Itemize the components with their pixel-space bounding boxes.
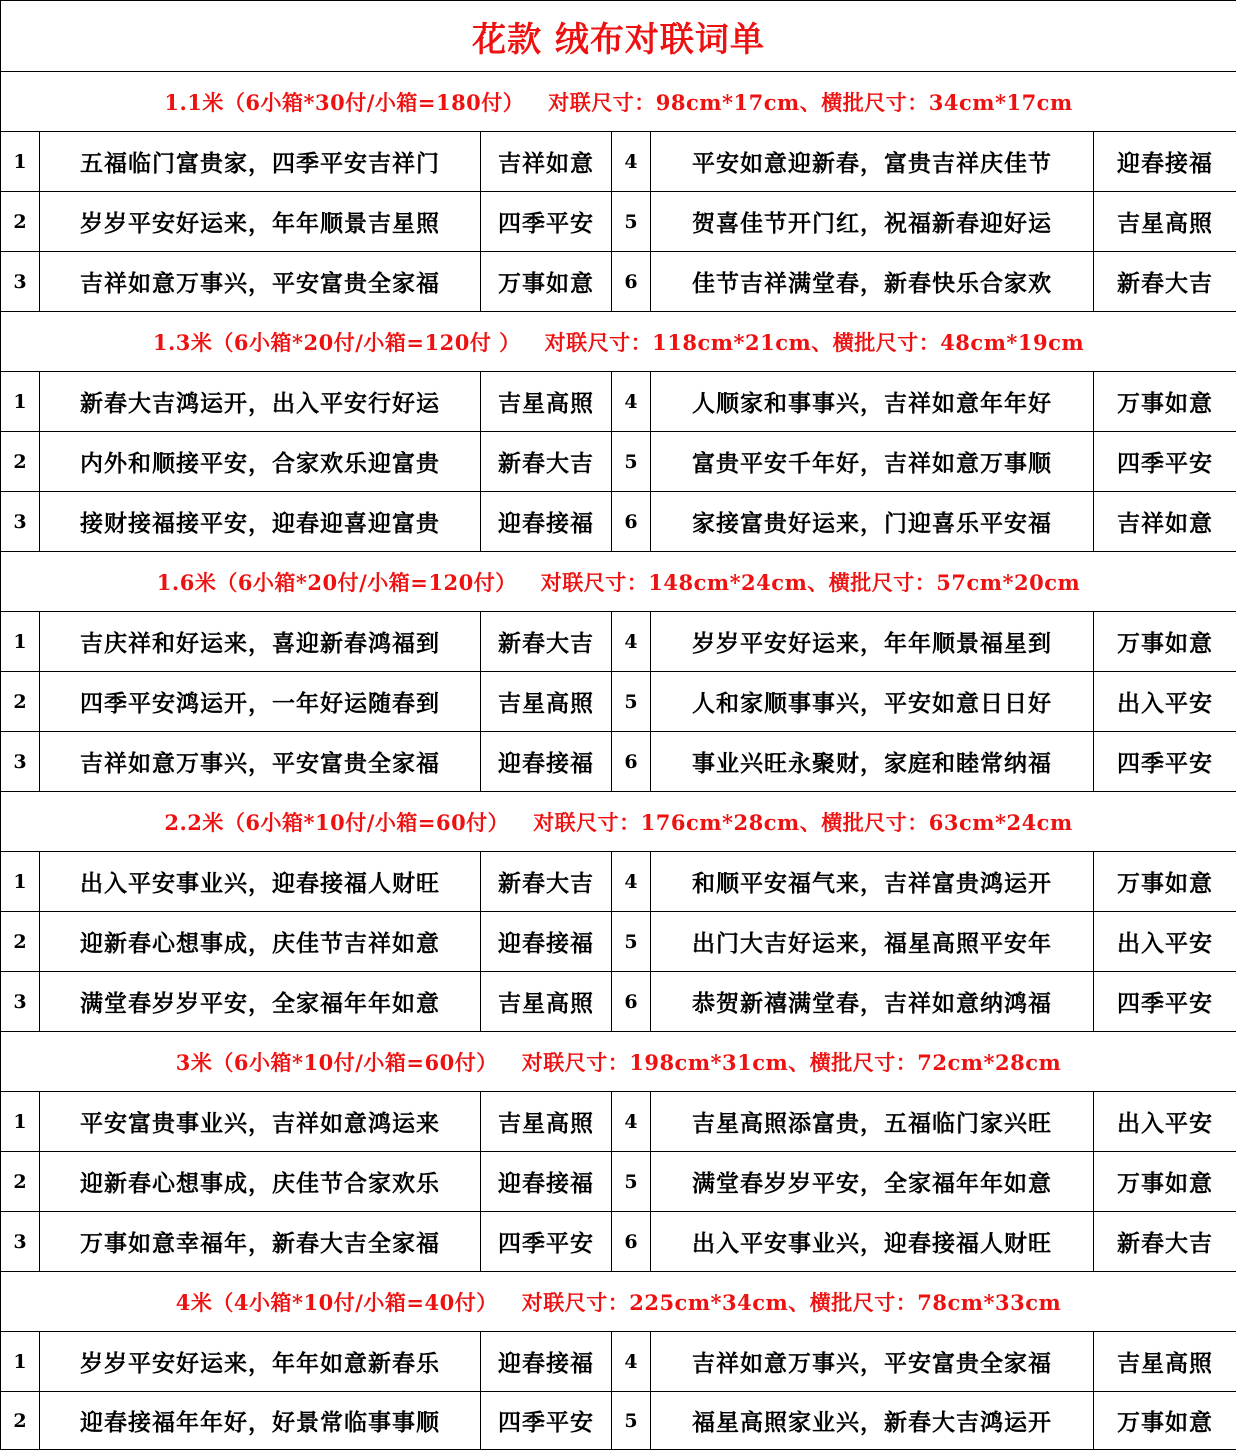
section-dimensions: 对联尺寸：98cm*17cm、横批尺寸：34cm*17cm (548, 89, 1073, 115)
horizontal-scroll-right: 吉星高照 (1094, 1332, 1236, 1392)
section-dimensions: 对联尺寸：198cm*31cm、横批尺寸：72cm*28cm (521, 1049, 1062, 1075)
row-number-left: 2 (1, 192, 40, 252)
row-number-right: 6 (612, 492, 651, 552)
row-number-left: 1 (1, 612, 40, 672)
section-size-spec: 1.3米（6小箱*20付/小箱=120付 ） (152, 329, 521, 355)
horizontal-scroll-right: 吉星高照 (1094, 192, 1236, 252)
section-header-row (1, 552, 1236, 612)
row-number-right: 5 (612, 1152, 651, 1212)
couplet-text-right: 平安如意迎新春，富贵吉祥庆佳节 (651, 132, 1094, 192)
couplet-text-left: 内外和顺接平安，合家欢乐迎富贵 (40, 432, 481, 492)
row-number-right: 4 (612, 852, 651, 912)
couplet-text-right: 佳节吉祥满堂春，新春快乐合家欢 (651, 252, 1094, 312)
section-dimensions: 对联尺寸：148cm*24cm、横批尺寸：57cm*20cm (540, 569, 1081, 595)
horizontal-scroll-right: 出入平安 (1094, 672, 1236, 732)
row-number-left: 3 (1, 1212, 40, 1272)
horizontal-scroll-left: 吉星高照 (481, 672, 612, 732)
horizontal-scroll-left: 迎春接福 (481, 1152, 612, 1212)
horizontal-scroll-left: 迎春接福 (481, 1332, 612, 1392)
row-number-left: 1 (1, 372, 40, 432)
horizontal-scroll-left: 吉星高照 (481, 372, 612, 432)
couplet-text-left: 接财接福接平安，迎春迎喜迎富贵 (40, 492, 481, 552)
couplet-text-left: 岁岁平安好运来，年年如意新春乐 (40, 1332, 481, 1392)
couplet-text-right: 福星高照家业兴，新春大吉鸿运开 (651, 1392, 1094, 1450)
horizontal-scroll-right: 四季平安 (1094, 732, 1236, 792)
couplet-row (1, 1332, 1236, 1392)
row-number-left: 1 (1, 132, 40, 192)
row-number-right: 6 (612, 972, 651, 1032)
couplet-text-right: 人顺家和事事兴，吉祥如意年年好 (651, 372, 1094, 432)
section-header-row (1, 1032, 1236, 1092)
horizontal-scroll-left: 吉祥如意 (481, 132, 612, 192)
couplet-text-left: 迎春接福年年好，好景常临事事顺 (40, 1392, 481, 1450)
horizontal-scroll-right: 万事如意 (1094, 1152, 1236, 1212)
couplet-text-right: 人和家顺事事兴，平安如意日日好 (651, 672, 1094, 732)
row-number-right: 5 (612, 1392, 651, 1450)
row-number-right: 4 (612, 612, 651, 672)
couplet-text-right: 吉祥如意万事兴，平安富贵全家福 (651, 1332, 1094, 1392)
section-dimensions: 对联尺寸：118cm*21cm、横批尺寸：48cm*19cm (544, 329, 1085, 355)
couplet-row (1, 372, 1236, 432)
horizontal-scroll-right: 四季平安 (1094, 432, 1236, 492)
row-number-right: 4 (612, 1332, 651, 1392)
couplet-row (1, 1092, 1236, 1152)
section-dimensions: 对联尺寸：225cm*34cm、横批尺寸：78cm*33cm (521, 1289, 1062, 1315)
couplet-row (1, 912, 1236, 972)
couplet-text-left: 岁岁平安好运来，年年顺景吉星照 (40, 192, 481, 252)
section-size-spec: 4米（4小箱*10付/小箱=40付） (175, 1289, 498, 1315)
row-number-left: 3 (1, 252, 40, 312)
horizontal-scroll-left: 新春大吉 (481, 612, 612, 672)
row-number-left: 2 (1, 672, 40, 732)
title-row (1, 1, 1236, 72)
couplet-text-left: 吉庆祥和好运来，喜迎新春鸿福到 (40, 612, 481, 672)
row-number-right: 6 (612, 252, 651, 312)
couplet-text-left: 平安富贵事业兴，吉祥如意鸿运来 (40, 1092, 481, 1152)
couplet-row (1, 1392, 1236, 1450)
couplet-text-left: 五福临门富贵家，四季平安吉祥门 (40, 132, 481, 192)
row-number-right: 5 (612, 432, 651, 492)
section-header-row (1, 72, 1236, 132)
row-number-left: 3 (1, 972, 40, 1032)
horizontal-scroll-right: 出入平安 (1094, 912, 1236, 972)
section-header (1, 312, 1236, 372)
row-number-right: 5 (612, 192, 651, 252)
horizontal-scroll-left: 新春大吉 (481, 432, 612, 492)
horizontal-scroll-right: 万事如意 (1094, 1392, 1236, 1450)
couplet-row (1, 492, 1236, 552)
couplet-text-left: 迎新春心想事成，庆佳节合家欢乐 (40, 1152, 481, 1212)
couplet-text-right: 贺喜佳节开门红，祝福新春迎好运 (651, 192, 1094, 252)
couplet-text-left: 出入平安事业兴，迎春接福人财旺 (40, 852, 481, 912)
row-number-right: 6 (612, 732, 651, 792)
horizontal-scroll-right: 迎春接福 (1094, 132, 1236, 192)
row-number-right: 5 (612, 912, 651, 972)
couplet-row (1, 192, 1236, 252)
couplet-row (1, 432, 1236, 492)
section-size-spec: 1.6米（6小箱*20付/小箱=120付） (156, 569, 517, 595)
couplet-text-right: 家接富贵好运来，门迎喜乐平安福 (651, 492, 1094, 552)
horizontal-scroll-left: 四季平安 (481, 1212, 612, 1272)
couplet-text-left: 万事如意幸福年，新春大吉全家福 (40, 1212, 481, 1272)
section-header (1, 792, 1236, 852)
horizontal-scroll-left: 迎春接福 (481, 912, 612, 972)
section-header (1, 72, 1236, 132)
section-header (1, 1032, 1236, 1092)
row-number-left: 2 (1, 1392, 40, 1450)
couplet-text-right: 恭贺新禧满堂春，吉祥如意纳鸿福 (651, 972, 1094, 1032)
section-size-spec: 1.1米（6小箱*30付/小箱=180付） (164, 89, 525, 115)
horizontal-scroll-right: 万事如意 (1094, 852, 1236, 912)
row-number-right: 4 (612, 132, 651, 192)
row-number-right: 4 (612, 1092, 651, 1152)
couplet-text-right: 出门大吉好运来，福星高照平安年 (651, 912, 1094, 972)
row-number-left: 1 (1, 1092, 40, 1152)
couplet-text-right: 满堂春岁岁平安，全家福年年如意 (651, 1152, 1094, 1212)
horizontal-scroll-left: 迎春接福 (481, 732, 612, 792)
row-number-left: 2 (1, 912, 40, 972)
couplet-text-right: 出入平安事业兴，迎春接福人财旺 (651, 1212, 1094, 1272)
horizontal-scroll-right: 新春大吉 (1094, 1212, 1236, 1272)
section-dimensions: 对联尺寸：176cm*28cm、横批尺寸：63cm*24cm (533, 809, 1073, 835)
horizontal-scroll-right: 万事如意 (1094, 372, 1236, 432)
couplet-row (1, 732, 1236, 792)
couplet-text-left: 吉祥如意万事兴，平安富贵全家福 (40, 732, 481, 792)
section-header-row (1, 1272, 1236, 1332)
couplet-row (1, 1212, 1236, 1272)
couplet-text-left: 新春大吉鸿运开，出入平安行好运 (40, 372, 481, 432)
row-number-left: 3 (1, 492, 40, 552)
horizontal-scroll-right: 万事如意 (1094, 612, 1236, 672)
couplet-text-left: 满堂春岁岁平安，全家福年年如意 (40, 972, 481, 1032)
couplet-text-right: 富贵平安千年好，吉祥如意万事顺 (651, 432, 1094, 492)
row-number-right: 4 (612, 372, 651, 432)
section-header-row (1, 312, 1236, 372)
horizontal-scroll-left: 吉星高照 (481, 972, 612, 1032)
couplet-text-left: 四季平安鸿运开，一年好运随春到 (40, 672, 481, 732)
couplet-row (1, 252, 1236, 312)
horizontal-scroll-left: 吉星高照 (481, 1092, 612, 1152)
horizontal-scroll-right: 四季平安 (1094, 972, 1236, 1032)
couplet-text-right: 事业兴旺永聚财，家庭和睦常纳福 (651, 732, 1094, 792)
horizontal-scroll-left: 四季平安 (481, 1392, 612, 1450)
section-size-spec: 2.2米（6小箱*10付/小箱=60付） (164, 809, 510, 835)
couplet-text-right: 吉星高照添富贵，五福临门家兴旺 (651, 1092, 1094, 1152)
row-number-right: 5 (612, 672, 651, 732)
horizontal-scroll-left: 万事如意 (481, 252, 612, 312)
couplet-text-right: 和顺平安福气来，吉祥富贵鸿运开 (651, 852, 1094, 912)
horizontal-scroll-left: 迎春接福 (481, 492, 612, 552)
row-number-right: 6 (612, 1212, 651, 1272)
page-title: 花款 绒布对联词单 (1, 1, 1236, 72)
couplet-row (1, 852, 1236, 912)
couplet-text-left: 吉祥如意万事兴，平安富贵全家福 (40, 252, 481, 312)
section-header-row (1, 792, 1236, 852)
row-number-left: 1 (1, 852, 40, 912)
couplet-text-left: 迎新春心想事成，庆佳节吉祥如意 (40, 912, 481, 972)
row-number-left: 2 (1, 432, 40, 492)
row-number-left: 1 (1, 1332, 40, 1392)
horizontal-scroll-left: 新春大吉 (481, 852, 612, 912)
couplet-row (1, 132, 1236, 192)
section-header (1, 552, 1236, 612)
section-size-spec: 3米（6小箱*10付/小箱=60付） (175, 1049, 498, 1075)
couplet-row (1, 1152, 1236, 1212)
couplet-text-right: 岁岁平安好运来，年年顺景福星到 (651, 612, 1094, 672)
couplet-row (1, 612, 1236, 672)
horizontal-scroll-right: 出入平安 (1094, 1092, 1236, 1152)
couplet-row (1, 672, 1236, 732)
horizontal-scroll-right: 新春大吉 (1094, 252, 1236, 312)
section-header (1, 1272, 1236, 1332)
horizontal-scroll-left: 四季平安 (481, 192, 612, 252)
horizontal-scroll-right: 吉祥如意 (1094, 492, 1236, 552)
couplet-row (1, 972, 1236, 1032)
row-number-left: 2 (1, 1152, 40, 1212)
row-number-left: 3 (1, 732, 40, 792)
